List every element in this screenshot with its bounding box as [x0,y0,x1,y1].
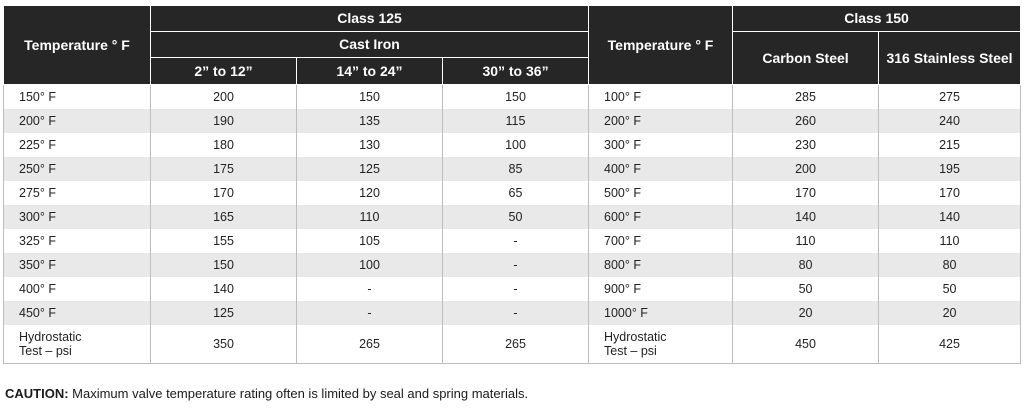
table-row [4,205,1021,229]
stainless-steel-cell: 215 [879,133,1021,157]
cast-iron-14-24-cell: 135 [297,109,443,133]
hydrostatic-2-12-cell: 350 [151,325,297,364]
cast-iron-14-24-cell: - [297,277,443,301]
carbon-steel-cell: 230 [733,133,879,157]
hydrostatic-stainless-steel-cell: 425 [879,325,1021,364]
cast-iron-2-12-cell: 180 [151,133,297,157]
cast-iron-14-24-cell: 100 [297,253,443,277]
pressure-temperature-rating-table [3,5,1021,364]
caution-note [5,386,528,401]
cast-iron-30-36-cell: - [443,253,589,277]
size-header-14-24: 14” to 24” [297,58,443,85]
table-row [4,277,1021,301]
cast-iron-30-36-cell: 150 [443,85,589,110]
hydrostatic-test-row [4,325,1021,364]
table-row [4,253,1021,277]
cast-iron-2-12-cell: 140 [151,277,297,301]
cast-iron-30-36-cell: 85 [443,157,589,181]
carbon-steel-cell: 50 [733,277,879,301]
stainless-steel-cell: 240 [879,109,1021,133]
cast-iron-14-24-cell: 120 [297,181,443,205]
stainless-steel-cell: 195 [879,157,1021,181]
stainless-steel-header: 316 Stainless Steel [879,32,1021,85]
carbon-steel-cell: 200 [733,157,879,181]
cast-iron-30-36-cell: 115 [443,109,589,133]
hydrostatic-label-line: Test – psi [604,344,657,358]
class-150-header: Class 150 [733,6,1021,32]
temp-right-cell: 700° F [589,229,733,253]
temp-right-cell: 100° F [589,85,733,110]
carbon-steel-cell: 260 [733,109,879,133]
carbon-steel-cell: 285 [733,85,879,110]
cast-iron-2-12-cell: 175 [151,157,297,181]
cast-iron-2-12-cell: 155 [151,229,297,253]
temp-right-cell: 600° F [589,205,733,229]
temp-right-cell: 800° F [589,253,733,277]
temp-right-cell: 900° F [589,277,733,301]
temp-left-cell: 325° F [4,229,151,253]
table-row [4,85,1021,110]
cast-iron-2-12-cell: 170 [151,181,297,205]
temp-right-cell: 1000° F [589,301,733,325]
cast-iron-header: Cast Iron [151,32,589,58]
stainless-steel-cell: 80 [879,253,1021,277]
temp-left-cell: 250° F [4,157,151,181]
table-body [4,85,1021,364]
table-row [4,133,1021,157]
cast-iron-14-24-cell: - [297,301,443,325]
size-header-30-36: 30” to 36” [443,58,589,85]
cast-iron-30-36-cell: - [443,301,589,325]
hydrostatic-carbon-steel-cell: 450 [733,325,879,364]
cast-iron-2-12-cell: 190 [151,109,297,133]
table-row [4,301,1021,325]
carbon-steel-cell: 110 [733,229,879,253]
table-header [4,6,1021,85]
table-row [4,157,1021,181]
temperature-header-left: Temperature ° F [4,6,151,85]
stainless-steel-cell: 275 [879,85,1021,110]
carbon-steel-cell: 80 [733,253,879,277]
temp-left-cell: 300° F [4,205,151,229]
temperature-header-right: Temperature ° F [589,6,733,85]
carbon-steel-cell: 20 [733,301,879,325]
temp-left-cell: 450° F [4,301,151,325]
cast-iron-30-36-cell: 100 [443,133,589,157]
temp-right-cell: 500° F [589,181,733,205]
hydrostatic-label-line: Hydrostatic [19,330,82,344]
stainless-steel-cell: 50 [879,277,1021,301]
cast-iron-2-12-cell: 125 [151,301,297,325]
caution-label: CAUTION: [5,386,69,401]
temp-right-cell: 200° F [589,109,733,133]
cast-iron-14-24-cell: 105 [297,229,443,253]
caution-text: Maximum valve temperature rating often is limited by seal and spring materials. [68,386,529,401]
cast-iron-30-36-cell: 50 [443,205,589,229]
hydrostatic-label-left [4,325,151,364]
cast-iron-14-24-cell: 125 [297,157,443,181]
cast-iron-14-24-cell: 150 [297,85,443,110]
table-row [4,229,1021,253]
temp-left-cell: 150° F [4,85,151,110]
cast-iron-30-36-cell: - [443,229,589,253]
cast-iron-2-12-cell: 165 [151,205,297,229]
cast-iron-14-24-cell: 130 [297,133,443,157]
table-row [4,181,1021,205]
temp-left-cell: 400° F [4,277,151,301]
cast-iron-14-24-cell: 110 [297,205,443,229]
carbon-steel-cell: 170 [733,181,879,205]
temp-left-cell: 225° F [4,133,151,157]
hydrostatic-label-right [589,325,733,364]
temp-left-cell: 350° F [4,253,151,277]
stainless-steel-cell: 170 [879,181,1021,205]
hydrostatic-14-24-cell: 265 [297,325,443,364]
cast-iron-2-12-cell: 200 [151,85,297,110]
hydrostatic-label-line: Hydrostatic [604,330,667,344]
cast-iron-2-12-cell: 150 [151,253,297,277]
carbon-steel-header: Carbon Steel [733,32,879,85]
stainless-steel-cell: 110 [879,229,1021,253]
temp-right-cell: 400° F [589,157,733,181]
hydrostatic-label-line: Test – psi [19,344,72,358]
cast-iron-30-36-cell: 65 [443,181,589,205]
hydrostatic-30-36-cell: 265 [443,325,589,364]
size-header-2-12: 2” to 12” [151,58,297,85]
carbon-steel-cell: 140 [733,205,879,229]
stainless-steel-cell: 20 [879,301,1021,325]
stainless-steel-cell: 140 [879,205,1021,229]
temp-left-cell: 275° F [4,181,151,205]
table-row [4,109,1021,133]
cast-iron-30-36-cell: - [443,277,589,301]
temp-right-cell: 300° F [589,133,733,157]
class-125-header: Class 125 [151,6,589,32]
temp-left-cell: 200° F [4,109,151,133]
